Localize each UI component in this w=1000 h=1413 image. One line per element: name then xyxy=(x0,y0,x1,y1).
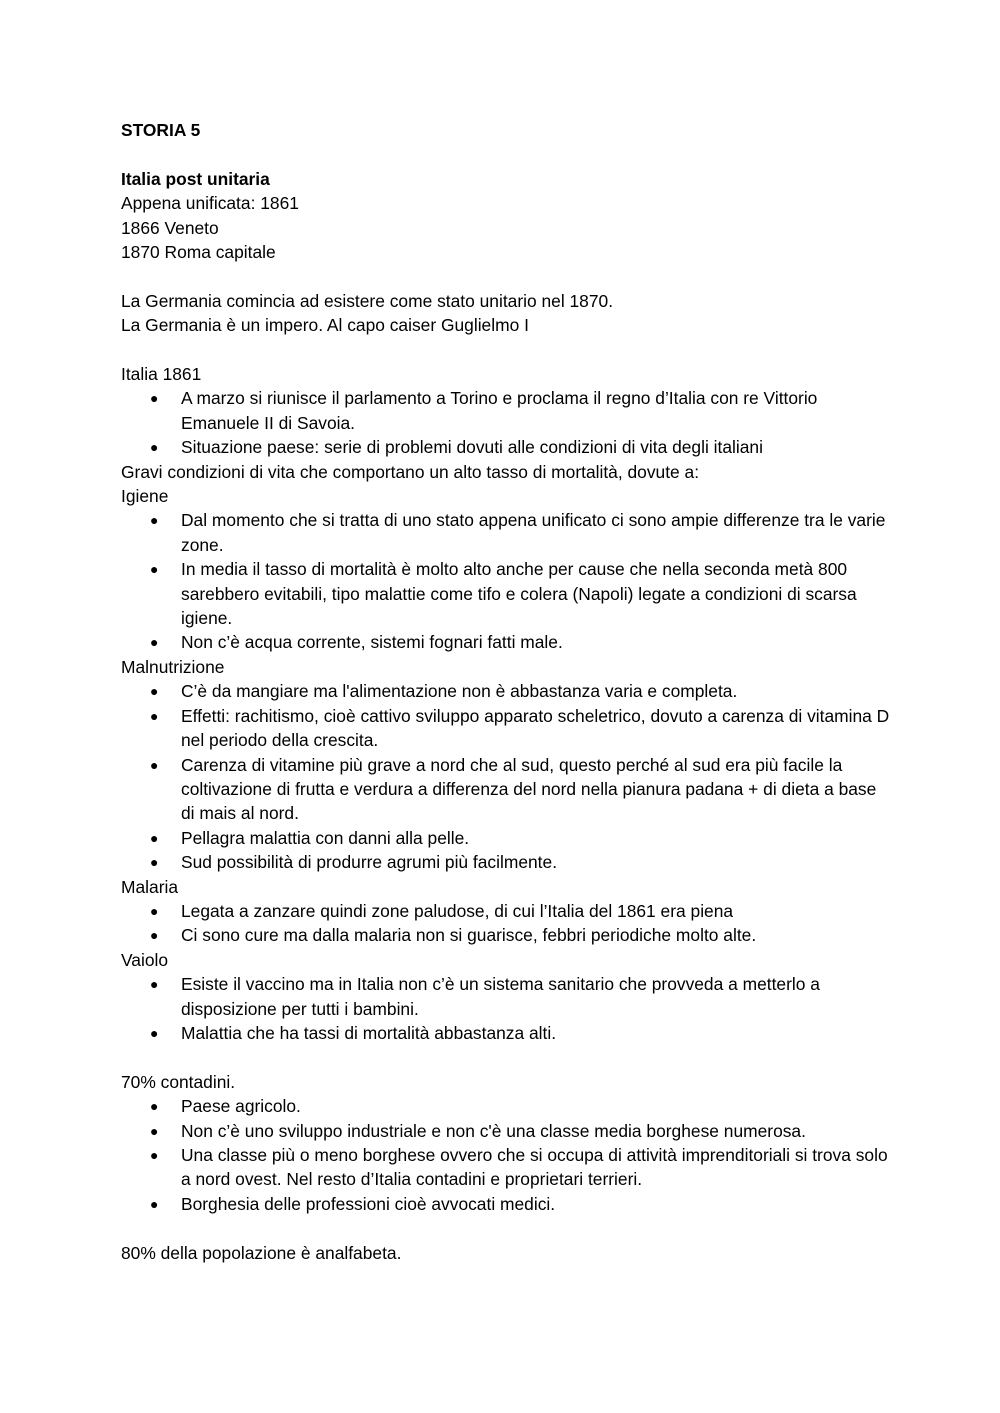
germania-line: La Germania è un impero. Al capo caiser Guglielmo I xyxy=(121,315,529,336)
bullet-icon: ● xyxy=(150,829,159,846)
contadini-label: 70% contadini. xyxy=(121,1071,236,1092)
list-item-text: Ci sono cure ma dalla malaria non si guarisce, febbri periodiche molto alte. xyxy=(181,925,757,946)
malaria-list xyxy=(121,899,891,948)
list-item xyxy=(121,386,891,435)
contadini-list xyxy=(121,1094,891,1216)
list-item-text: Non c’è acqua corrente, sistemi fognari fatti male. xyxy=(181,632,563,653)
bullet-icon: ● xyxy=(150,634,159,651)
list-item xyxy=(121,557,891,630)
list-item xyxy=(121,679,891,703)
list-item-text: Una classe più o meno borghese ovvero che si occupa di attività imprenditoriali si trova solo a nord ovest. Nel resto d’Italia contadini e proprietari terrieri. xyxy=(181,1145,888,1190)
bullet-icon: ● xyxy=(150,707,159,724)
list-item-text: Legata a zanzare quindi zone paludose, di cui l’Italia del 1861 era piena xyxy=(181,900,734,921)
bullet-icon: ● xyxy=(150,512,159,529)
vaiolo-list xyxy=(121,972,891,1045)
malnutrizione-label: Malnutrizione xyxy=(121,656,225,677)
document-title: STORIA 5 xyxy=(121,120,201,140)
igiene-list xyxy=(121,508,891,654)
bullet-icon: ● xyxy=(150,1098,159,1115)
list-item-text: Situazione paese: serie di problemi dovuti alle condizioni di vita degli italiani xyxy=(181,437,763,458)
malnutrizione-list xyxy=(121,679,891,874)
list-item xyxy=(121,1021,891,1045)
list-item-text: Non c’è uno sviluppo industriale e non c'è una classe media borghese numerosa. xyxy=(181,1120,806,1141)
list-item xyxy=(121,753,891,826)
malaria-label: Malaria xyxy=(121,876,179,897)
bullet-icon: ● xyxy=(150,976,159,993)
list-item xyxy=(121,972,891,1021)
vaiolo-label: Vaiolo xyxy=(121,949,169,970)
italia-1861-list xyxy=(121,386,891,459)
igiene-label: Igiene xyxy=(121,486,169,507)
list-item xyxy=(121,1143,891,1192)
analfabeti-line: 80% della popolazione è analfabeta. xyxy=(121,1242,402,1263)
bullet-icon: ● xyxy=(150,854,159,871)
bullet-icon: ● xyxy=(150,561,159,578)
list-item-text: C’è da mangiare ma l'alimentazione non è abbastanza varia e completa. xyxy=(181,681,738,702)
list-item xyxy=(121,704,891,753)
blank-line xyxy=(121,142,891,166)
list-item xyxy=(121,923,891,947)
blank-line xyxy=(121,1045,891,1069)
list-item-text: Dal momento che si tratta di uno stato appena unificato ci sono ampie differenze tra le varie zone. xyxy=(181,510,886,555)
list-item xyxy=(121,435,891,459)
section-heading: Italia post unitaria xyxy=(121,168,270,189)
intro-line: 1870 Roma capitale xyxy=(121,242,276,263)
bullet-icon: ● xyxy=(150,439,159,456)
bullet-icon: ● xyxy=(150,1024,159,1041)
list-item-text: In media il tasso di mortalità è molto alto anche per cause che nella seconda metà 800 sarebbero evitabili, tipo malattie come tifo e colera (Napoli) legate a condizioni di scarsa igiene. xyxy=(181,559,857,629)
bullet-icon: ● xyxy=(150,927,159,944)
blank-line xyxy=(121,264,891,288)
list-item-text: Borghesia delle professioni cioè avvocati medici. xyxy=(181,1193,556,1214)
germania-line: La Germania comincia ad esistere come stato unitario nel 1870. xyxy=(121,290,614,311)
list-item-text: Carenza di vitamine più grave a nord che al sud, questo perché al sud era più facile la coltivazione di frutta e verdura a differenza del nord nella pianura padana + di dieta a base di mais al nord. xyxy=(181,754,877,824)
list-item-text: Esiste il vaccino ma in Italia non c’è un sistema sanitario che provveda a metterlo a disposizione per tutti i bambini. xyxy=(181,974,820,1019)
list-item-text: Malattia che ha tassi di mortalità abbastanza alti. xyxy=(181,1022,557,1043)
bullet-icon: ● xyxy=(150,1147,159,1163)
list-item xyxy=(121,630,891,654)
blank-line xyxy=(121,338,891,362)
list-item xyxy=(121,826,891,850)
list-item xyxy=(121,1192,891,1216)
list-item xyxy=(121,899,891,923)
list-item-text: A marzo si riunisce il parlamento a Torino e proclama il regno d’Italia con re Vittorio Emanuele II di Savoia. xyxy=(181,388,818,433)
list-item xyxy=(121,508,891,557)
intro-line: Appena unificata: 1861 xyxy=(121,193,299,214)
list-item-text: Pellagra malattia con danni alla pelle. xyxy=(181,827,470,848)
list-item xyxy=(121,1094,891,1118)
italia-1861-label: Italia 1861 xyxy=(121,364,202,385)
list-item xyxy=(121,850,891,874)
bullet-icon: ● xyxy=(150,1122,159,1139)
list-item-text: Effetti: rachitismo, cioè cattivo sviluppo apparato scheletrico, dovuto a carenza di vitamina D nel periodo della crescita. xyxy=(181,705,890,751)
intro-line: 1866 Veneto xyxy=(121,217,219,238)
bullet-icon: ● xyxy=(150,390,159,407)
bullet-icon: ● xyxy=(150,902,159,919)
list-item xyxy=(121,1119,891,1143)
bullet-icon: ● xyxy=(150,683,159,700)
list-item-text: Sud possibilità di produrre agrumi più facilmente. xyxy=(181,852,558,873)
bullet-icon: ● xyxy=(150,1195,159,1212)
blank-line xyxy=(121,1216,891,1240)
italia-1861-summary: Gravi condizioni di vita che comportano un alto tasso di mortalità, dovute a: xyxy=(121,461,700,482)
document-page xyxy=(121,118,891,1265)
bullet-icon: ● xyxy=(150,756,159,773)
list-item-text: Paese agricolo. xyxy=(181,1096,301,1117)
